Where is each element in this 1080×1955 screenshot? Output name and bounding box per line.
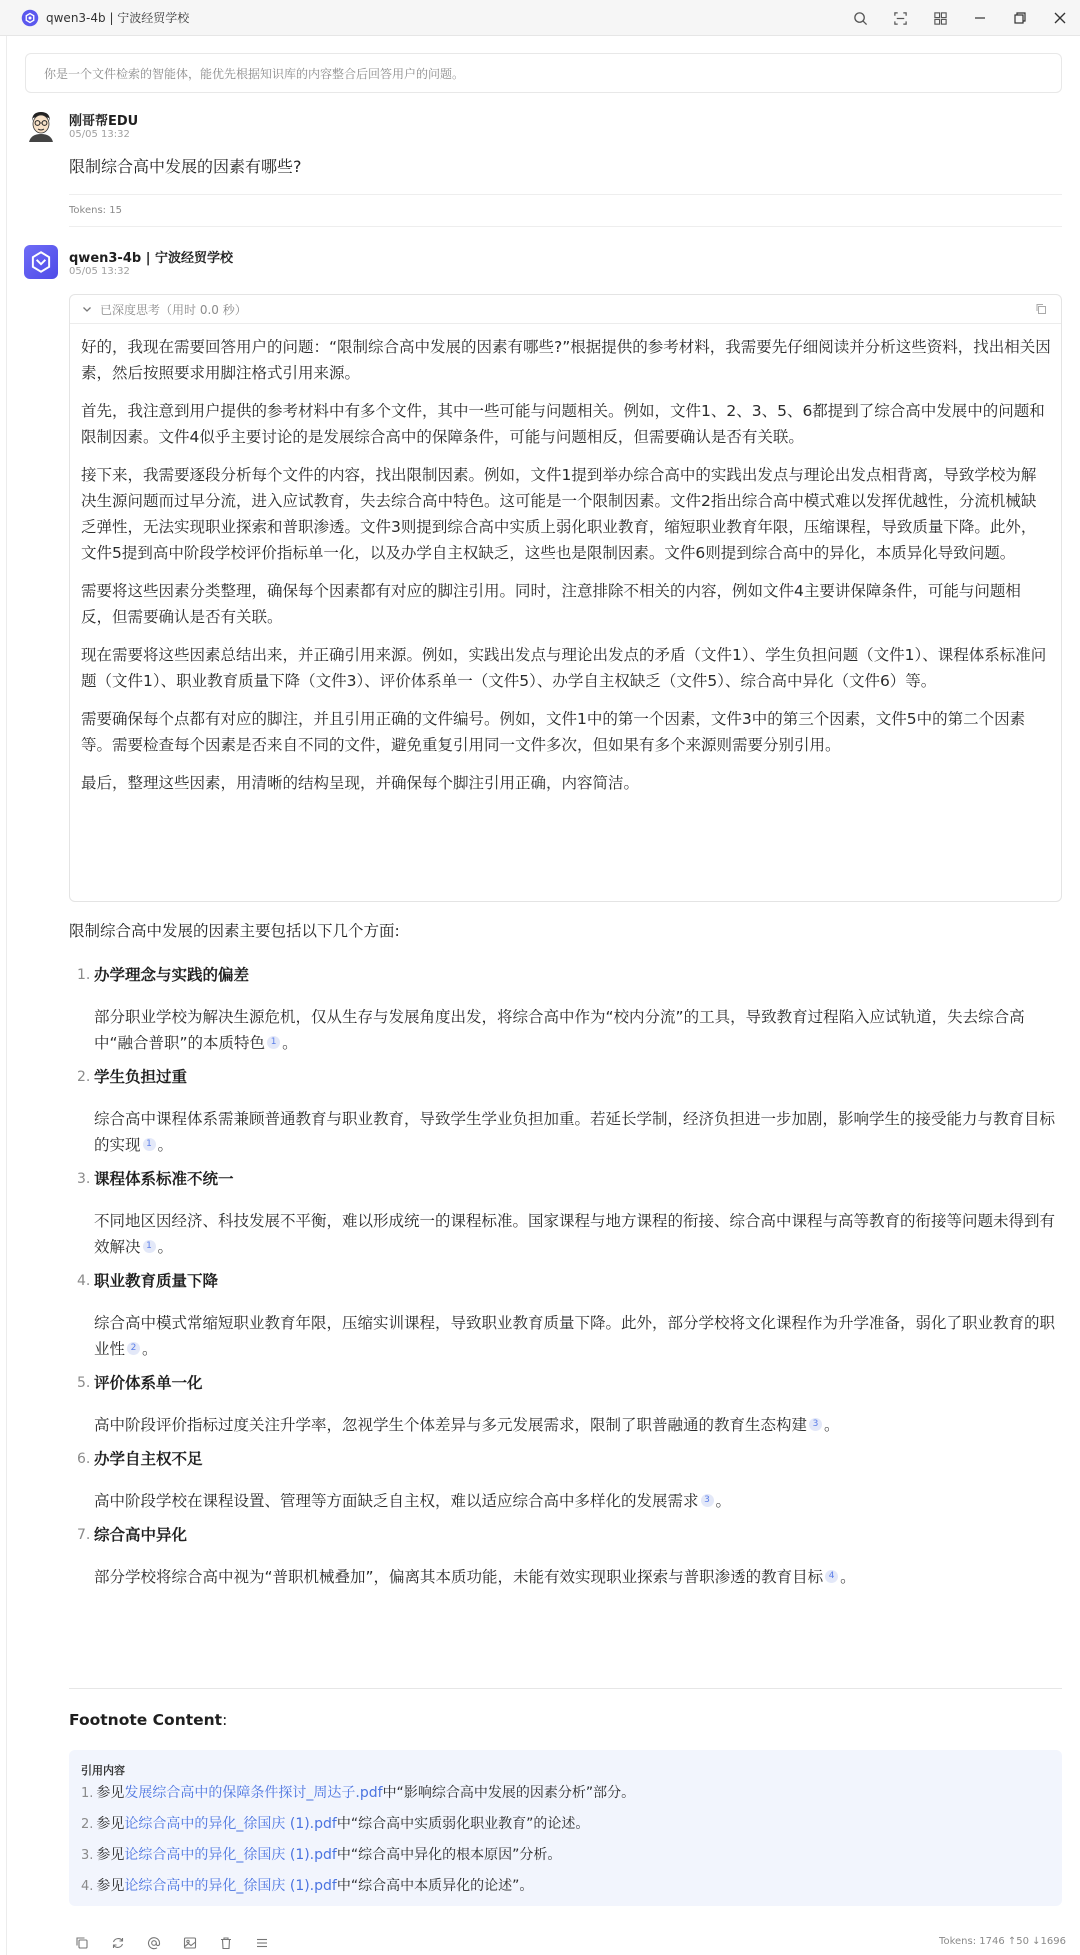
list-item bbox=[69, 1064, 1062, 1158]
footnote-header: 引用内容 bbox=[81, 1764, 125, 1777]
thinking-paragraph: 最后，整理这些因素，用清晰的结构呈现，并确保每个脚注引用正确，内容简洁。 bbox=[81, 774, 640, 792]
list-item-number: 5. bbox=[77, 1375, 91, 1391]
list-item bbox=[69, 1268, 1062, 1362]
list-item bbox=[69, 1370, 1062, 1438]
list-item-number: 1. bbox=[77, 967, 91, 983]
footnote-item: 2. 参见论综合高中的异化_徐国庆 (1).pdf中“综合高中实质弱化职业教育”的论述。 bbox=[81, 1816, 590, 1832]
list-item-text: 综合高中模式常缩短职业教育年限，压缩实训课程，导致职业教育质量下降。此外，部分学校将文化课程作为升学准备，弱化了职业教育的职业性 2 。 bbox=[94, 1314, 1056, 1358]
app-logo-icon bbox=[20, 8, 40, 28]
thinking-paragraph: 需要确保每个点都有对应的脚注，并且引用正确的文件编号。例如，文件1中的第一个因素，文件3中的第三个因素，文件5中的第二个因素等。需要检查每个因素是否来自不同的文件，避免重复引用同一文件多次，但如果有多个来源则需要分别引用。 bbox=[81, 710, 1026, 754]
list-item-text: 部分学校将综合高中视为“普职机械叠加”，偏离其本质功能，未能有效实现职业探索与普职渗透的教育目标 4 。 bbox=[94, 1568, 856, 1586]
restore-icon[interactable] bbox=[1000, 0, 1040, 36]
thinking-paragraph: 现在需要将这些因素总结出来，并正确引用来源。例如，实践出发点与理论出发点的矛盾（文件1）、学生负担问题（文件1）、课程体系标准问题（文件1）、职业教育质量下降（文件3）、评价体系单一（文件5）、办学自主权缺乏（文件5）、综合高中异化（文件6）等。 bbox=[81, 646, 1047, 690]
search-icon[interactable] bbox=[840, 0, 880, 36]
footnote-ref[interactable]: 1 bbox=[143, 1138, 156, 1151]
footnote-ref[interactable]: 4 bbox=[825, 1570, 838, 1583]
mention-icon[interactable] bbox=[147, 1932, 183, 1954]
minimize-icon[interactable] bbox=[960, 0, 1000, 36]
list-item-number: 7. bbox=[77, 1527, 91, 1543]
system-prompt-text: 你是一个文件检索的智能体，能优先根据知识库的内容整合后回答用户的问题。 bbox=[44, 66, 465, 81]
list-item bbox=[69, 1522, 1062, 1590]
system-prompt[interactable] bbox=[25, 53, 1062, 93]
bot-token-count: Tokens: 1746 ↑50 ↓1696 bbox=[939, 1936, 1066, 1947]
list-item bbox=[69, 1446, 1062, 1514]
user-message-time: 05/05 13:32 bbox=[69, 129, 130, 140]
footnote-ref[interactable]: 3 bbox=[701, 1494, 714, 1507]
footnote-item: 4. 参见论综合高中的异化_徐国庆 (1).pdf中“综合高中本质异化的论述”。 bbox=[81, 1878, 534, 1894]
list-item-number: 6. bbox=[77, 1451, 91, 1467]
list-item bbox=[69, 962, 1062, 1056]
list-item-title: 职业教育质量下降 bbox=[94, 1272, 219, 1290]
message-divider bbox=[69, 226, 1062, 227]
thinking-paragraph: 好的，我现在需要回答用户的问题：“限制综合高中发展的因素有哪些?”根据提供的参考材料，我需要先仔细阅读并分析这些资料，找出相关因素，然后按照要求用脚注格式引用来源。 bbox=[81, 338, 1051, 382]
list-item-title: 综合高中异化 bbox=[94, 1526, 188, 1544]
footnote-item: 3. 参见论综合高中的异化_徐国庆 (1).pdf中“综合高中异化的根本原因”分析。 bbox=[81, 1847, 562, 1863]
list-item-title: 学生负担过重 bbox=[94, 1068, 188, 1086]
user-avatar bbox=[24, 108, 58, 142]
title-bar bbox=[0, 0, 1080, 36]
footnote-link[interactable]: 论综合高中的异化_徐国庆 (1).pdf bbox=[124, 1816, 337, 1832]
regenerate-icon[interactable] bbox=[111, 1932, 147, 1954]
footnote-link[interactable]: 论综合高中的异化_徐国庆 (1).pdf bbox=[124, 1847, 337, 1863]
window-title: qwen3-4b | 宁波经贸学校 bbox=[46, 11, 190, 25]
bot-name: qwen3-4b | 宁波经贸学校 bbox=[69, 251, 233, 266]
left-divider bbox=[6, 36, 7, 1955]
delete-icon[interactable] bbox=[219, 1932, 255, 1954]
footnote-link[interactable]: 论综合高中的异化_徐国庆 (1).pdf bbox=[124, 1878, 337, 1894]
image-icon[interactable] bbox=[183, 1932, 219, 1954]
answer-content bbox=[69, 918, 1062, 1590]
copy-icon[interactable] bbox=[1035, 303, 1047, 318]
thinking-content bbox=[70, 334, 1061, 796]
list-item-number: 3. bbox=[77, 1171, 91, 1187]
footnote-box bbox=[69, 1750, 1062, 1906]
list-item-title: 办学自主权不足 bbox=[94, 1450, 203, 1468]
thinking-paragraph: 需要将这些因素分类整理，确保每个因素都有对应的脚注引用。同时，注意排除不相关的内容，例如文件4主要讲保障条件，可能与问题相反，但需要确认是否有关联。 bbox=[81, 582, 1021, 626]
list-item-title: 课程体系标准不统一 bbox=[94, 1170, 234, 1188]
message-divider bbox=[69, 194, 1062, 195]
expand-icon[interactable] bbox=[880, 0, 920, 36]
footnote-ref[interactable]: 3 bbox=[809, 1418, 822, 1431]
message-actions bbox=[75, 1932, 291, 1954]
footnote-divider bbox=[69, 1688, 1062, 1689]
thinking-toggle[interactable] bbox=[70, 295, 1061, 324]
list-item-text: 高中阶段学校在课程设置、管理等方面缺乏自主权，难以适应综合高中多样化的发展需求 3 。 bbox=[94, 1492, 732, 1510]
answer-intro: 限制综合高中发展的因素主要包括以下几个方面: bbox=[69, 922, 400, 940]
list-item-number: 4. bbox=[77, 1273, 91, 1289]
list-item-number: 2. bbox=[77, 1069, 91, 1085]
chevron-down-icon bbox=[82, 304, 92, 314]
thinking-paragraph: 首先，我注意到用户提供的参考材料中有多个文件，其中一些可能与问题相关。例如，文件1、2、3、5、6都提到了综合高中发展中的问题和限制因素。文件4似乎主要讨论的是发展综合高中的保障条件，可能与问题相反，但需要确认是否有关联。 bbox=[81, 402, 1045, 446]
footnote-ref[interactable]: 2 bbox=[127, 1342, 140, 1355]
list-item-title: 评价体系单一化 bbox=[94, 1374, 203, 1392]
list-item-title: 办学理念与实践的偏差 bbox=[94, 966, 250, 984]
thinking-label: 已深度思考（用时 0.0 秒） bbox=[100, 302, 247, 317]
footnote-ref[interactable]: 1 bbox=[267, 1036, 280, 1049]
user-question: 限制综合高中发展的因素有哪些? bbox=[69, 157, 302, 176]
list-item-text: 综合高中课程体系需兼顾普通教育与职业教育，导致学生学业负担加重。若延长学制，经济负担进一步加剧，影响学生的接受能力与教育目标的实现 1 。 bbox=[94, 1110, 1056, 1154]
footnote-item: 1. 参见发展综合高中的保障条件探讨_周达子.pdf中“影响综合高中发展的因素分析”部分。 bbox=[81, 1785, 636, 1801]
close-icon[interactable] bbox=[1040, 0, 1080, 36]
grid-icon[interactable] bbox=[920, 0, 960, 36]
copy-icon[interactable] bbox=[75, 1932, 111, 1954]
list-item-text: 部分职业学校为解决生源危机，仅从生存与发展角度出发，将综合高中作为“校内分流”的工具，导致教育过程陷入应试轨道，失去综合高中“融合普职”的本质特色 1 。 bbox=[94, 1008, 1025, 1052]
footnote-ref[interactable]: 1 bbox=[143, 1240, 156, 1253]
user-name: 刚哥帮EDU bbox=[69, 114, 139, 129]
thinking-panel bbox=[69, 294, 1062, 902]
list-item-text: 不同地区因经济、科技发展不平衡，难以形成统一的课程标准。国家课程与地方课程的衔接、综合高中课程与高等教育的衔接等问题未得到有效解决 1 。 bbox=[94, 1212, 1056, 1256]
list-item bbox=[69, 1166, 1062, 1260]
list-item-text: 高中阶段评价指标过度关注升学率，忽视学生个体差异与多元发展需求，限制了职普融通的教育生态构建 3 。 bbox=[94, 1416, 840, 1434]
thinking-paragraph: 接下来，我需要逐段分析每个文件的内容，找出限制因素。例如，文件1提到举办综合高中的实践出发点与理论出发点相背离，导致学校为解决生源问题而过早分流，进入应试教育，失去综合高中特色。这可能是一个限制因素。文件2指出综合高中模式难以发挥优越性，分流机械缺乏弹性，无法实现职业探索和普职渗透。文件3则提到综合高中实质上弱化职业教育，缩短职业教育年限，压缩课程，导致质量下降。此外，文件5提到高中阶段学校评价指标单一化，以及办学自主权缺乏，这些也是限制因素。文件6则提到综合高中的异化，本质异化导致问题。 bbox=[81, 466, 1037, 562]
menu-icon[interactable] bbox=[255, 1932, 291, 1954]
user-token-count: Tokens: 15 bbox=[69, 205, 122, 216]
bot-avatar bbox=[24, 245, 58, 279]
bot-message-time: 05/05 13:32 bbox=[69, 266, 130, 277]
footnote-link[interactable]: 发展综合高中的保障条件探讨_周达子.pdf bbox=[124, 1785, 383, 1801]
footnote-title: Footnote Content: bbox=[69, 1711, 228, 1729]
